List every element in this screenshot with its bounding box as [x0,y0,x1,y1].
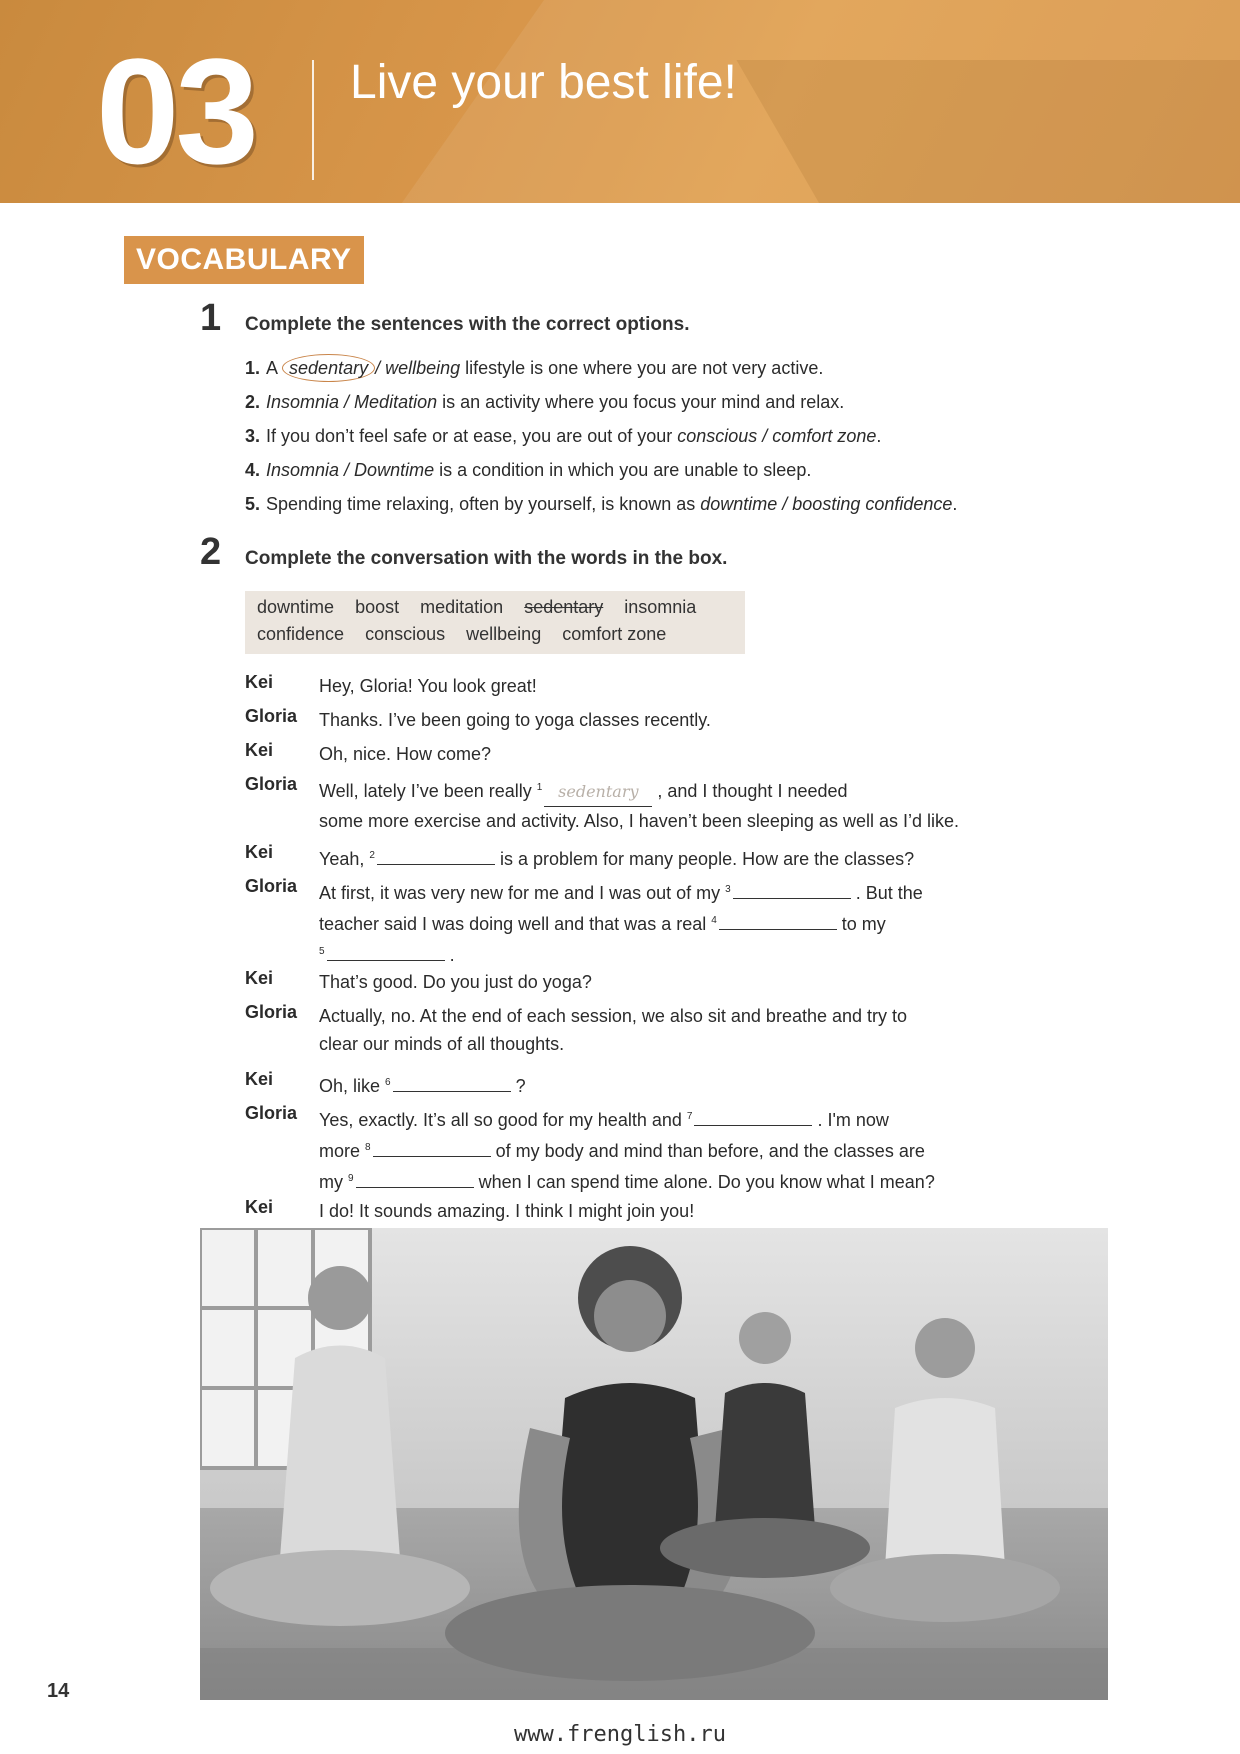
answer-blank-9[interactable] [356,1167,474,1188]
exercise-2-number: 2 [200,531,222,573]
section-label: VOCABULARY [124,236,364,284]
option-pair[interactable]: downtime / boosting confidence [700,494,953,514]
word-box-item: boost [355,597,400,617]
speaker-name: Kei [245,1197,274,1217]
footer-url[interactable]: www.frenglish.ru [514,1722,726,1747]
word-box-item: wellbeing [466,624,542,644]
word-box-item: meditation [420,597,504,617]
speaker-name: Kei [245,968,274,988]
yoga-class-photo [200,1228,1108,1700]
speaker-name: Kei [245,672,274,692]
exercise-1-item: 2. Insomnia / Meditation is an activity where you focus your mind and relax. [245,392,845,412]
banner-decoration [736,60,1240,203]
banner-divider [312,60,314,180]
exercise-1-number: 1 [200,297,222,339]
answer-blank-6[interactable] [393,1071,511,1092]
unit-number: 03 [96,27,255,195]
speaker-name: Gloria [245,876,298,896]
answer-blank-8[interactable] [373,1136,491,1157]
speaker-name: Gloria [245,706,298,726]
yoga-photo-illustration [200,1228,1108,1700]
word-box-item: conscious [365,624,446,644]
exercise-1-item: 5. Spending time relaxing, often by yourself, is known as downtime / boosting confidence. [245,494,958,514]
answer-blank-1[interactable]: sedentary [544,778,652,807]
exercise-1-instruction: Complete the sentences with the correct options. [245,314,690,335]
word-box-item-used: sedentary [524,597,604,617]
answer-blank-4[interactable] [719,909,837,930]
speaker-name: Gloria [245,1002,298,1022]
option-pair[interactable]: Insomnia / Downtime [266,460,435,480]
answer-blank-5[interactable] [327,940,445,961]
speaker-name: Kei [245,1069,274,1089]
page-number: 14 [47,1680,70,1702]
word-box-item: insomnia [624,597,697,617]
speaker-name: Gloria [245,774,298,794]
exercise-1-item: 1. A sedentary / wellbeing lifestyle is one where you are not very active. [245,351,1145,385]
answer-blank-3[interactable] [733,878,851,899]
exercise-1-item: 3. If you don’t feel safe or at ease, you are out of your conscious / comfort zone. [245,426,882,446]
exercise-1-item: 4. Insomnia / Downtime is a condition in which you are unable to sleep. [245,460,812,480]
option-pair[interactable]: conscious / comfort zone [677,426,877,446]
circled-answer[interactable]: sedentary [282,354,375,382]
answer-blank-7[interactable] [694,1105,812,1126]
word-box-item: confidence [257,624,345,644]
option-pair[interactable]: Insomnia / Meditation [266,392,438,412]
word-box-item: downtime [257,597,335,617]
word-box-item: comfort zone [562,624,667,644]
speaker-name: Kei [245,740,274,760]
speaker-name: Kei [245,842,274,862]
answer-blank-2[interactable] [377,844,495,865]
unit-title: Live your best life! [350,56,737,109]
word-box [245,591,745,654]
exercise-2-instruction: Complete the conversation with the words in the box. [245,548,728,569]
speaker-name: Gloria [245,1103,298,1123]
exercise-1-list [245,351,1145,521]
unit-banner [0,0,1240,203]
